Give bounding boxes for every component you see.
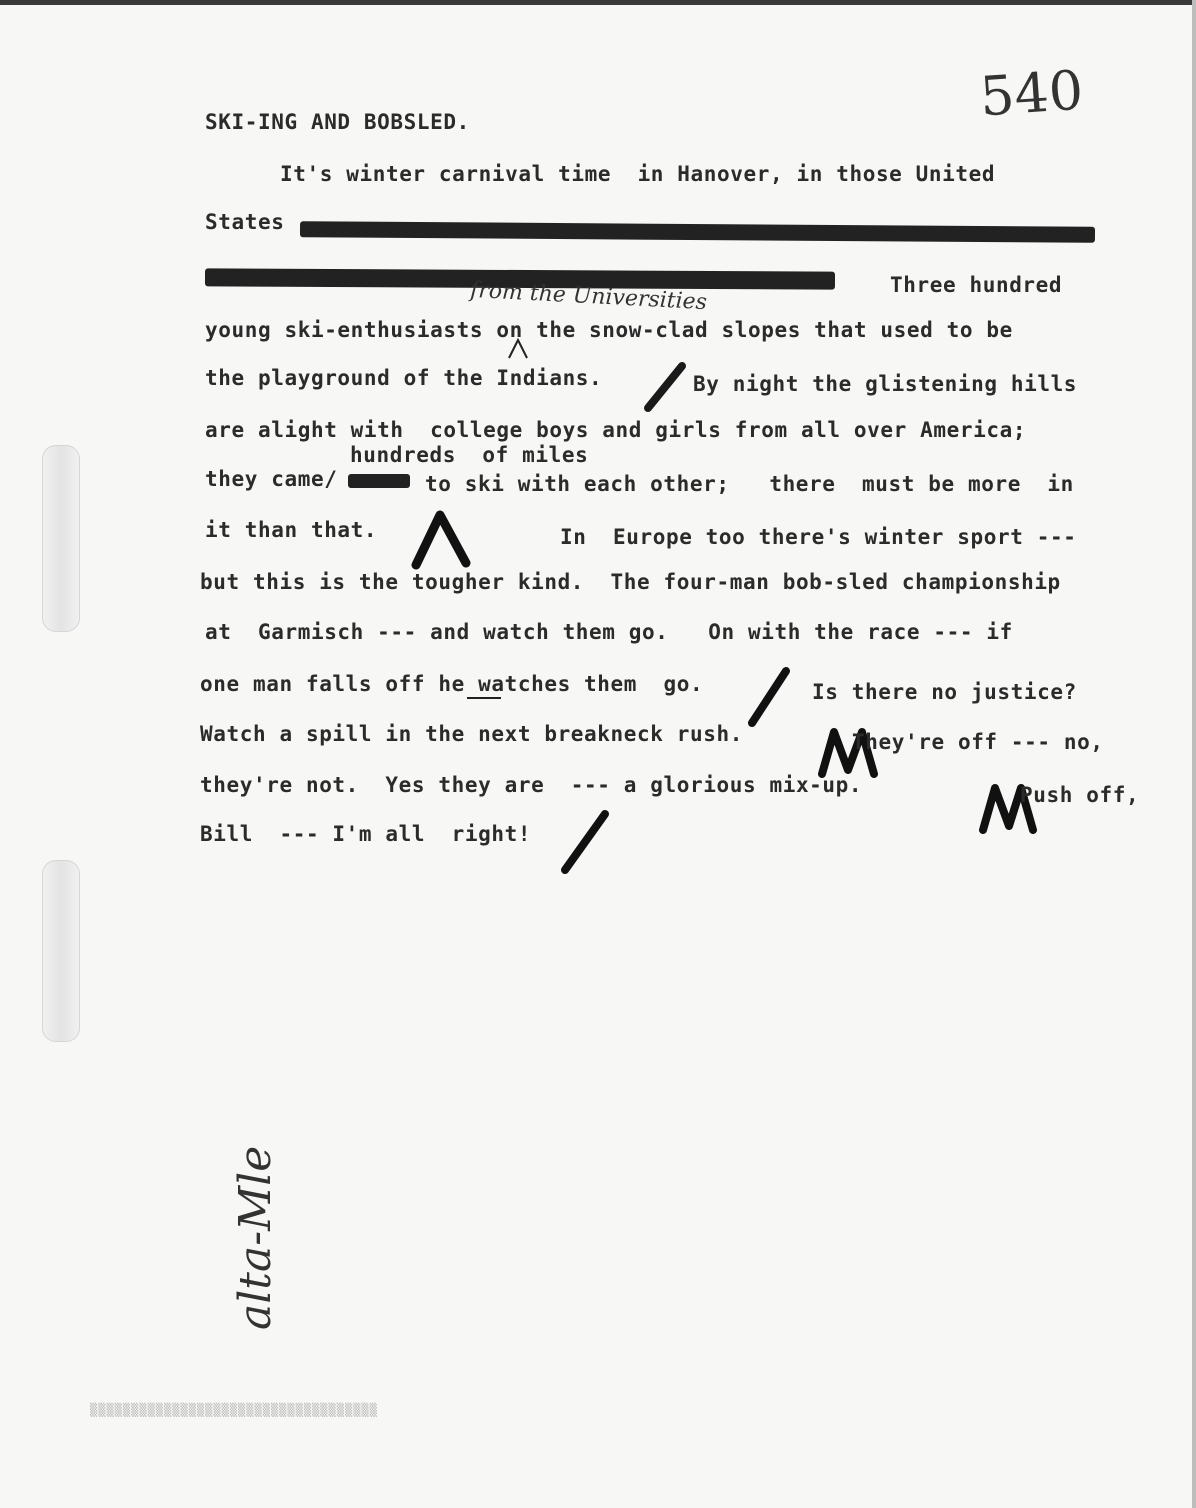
text-line: it than that. <box>205 518 378 542</box>
text-line: but this is the tougher kind. The four-man bob-sled championship <box>200 570 1061 594</box>
underline-mark <box>467 697 501 699</box>
caret-mark <box>410 505 476 571</box>
text-line: are alight with college boys and girls from all over America; <box>205 418 1027 442</box>
text-line: By night the glistening hills <box>693 372 1078 396</box>
text-line: hundreds of miles <box>350 443 589 467</box>
text-line: They're off --- no, <box>852 730 1104 754</box>
slash-mark <box>640 362 690 414</box>
scan-edge <box>0 0 1196 5</box>
bleed-through-stamp: ▒▒▒▒▒▒▒▒▒▒▒▒▒▒▒▒▒▒▒▒▒▒▒▒▒▒▒▒▒▒▒▒▒▒▒ <box>90 1403 378 1417</box>
text-line: they came/ <box>205 467 338 491</box>
text-line: States <box>205 210 285 234</box>
slash-mark <box>740 665 795 730</box>
text-line: they're not. Yes they are --- a glorious mix-up. <box>200 773 863 797</box>
text-line: at Garmisch --- and watch them go. On with the race --- if <box>205 620 1013 644</box>
text-line: Is there no justice? <box>812 680 1077 704</box>
text-line: the playground of the Indians. <box>205 366 603 390</box>
handwritten-insertion: from the Universities <box>469 277 708 316</box>
text-line: Three hundred <box>890 273 1063 297</box>
text-line: Watch a spill in the next breakneck rush. <box>200 722 743 746</box>
text-line: to ski with each other; there must be more in <box>425 472 1074 496</box>
scan-edge <box>1192 0 1196 1508</box>
text-line: young ski-enthusiasts on the snow-clad slopes that used to be <box>205 318 1013 342</box>
page-title: SKI-ING AND BOBSLED. <box>205 110 470 134</box>
binder-tab <box>42 445 80 632</box>
page-number: 540 <box>977 58 1086 129</box>
text-line: one man falls off he watches them go. <box>200 672 704 696</box>
strikethrough <box>348 474 410 488</box>
text-line: In Europe too there's winter sport --- <box>560 525 1077 549</box>
binder-tab <box>42 860 80 1042</box>
text-line: Bill --- I'm all right! <box>200 822 532 846</box>
handwritten-signature: alta-Mle <box>230 1145 281 1330</box>
slash-mark <box>555 808 615 878</box>
strikethrough <box>300 221 1095 243</box>
text-line: Push off, <box>1020 783 1140 807</box>
text-line: It's winter carnival time in Hanover, in those United <box>280 162 996 186</box>
